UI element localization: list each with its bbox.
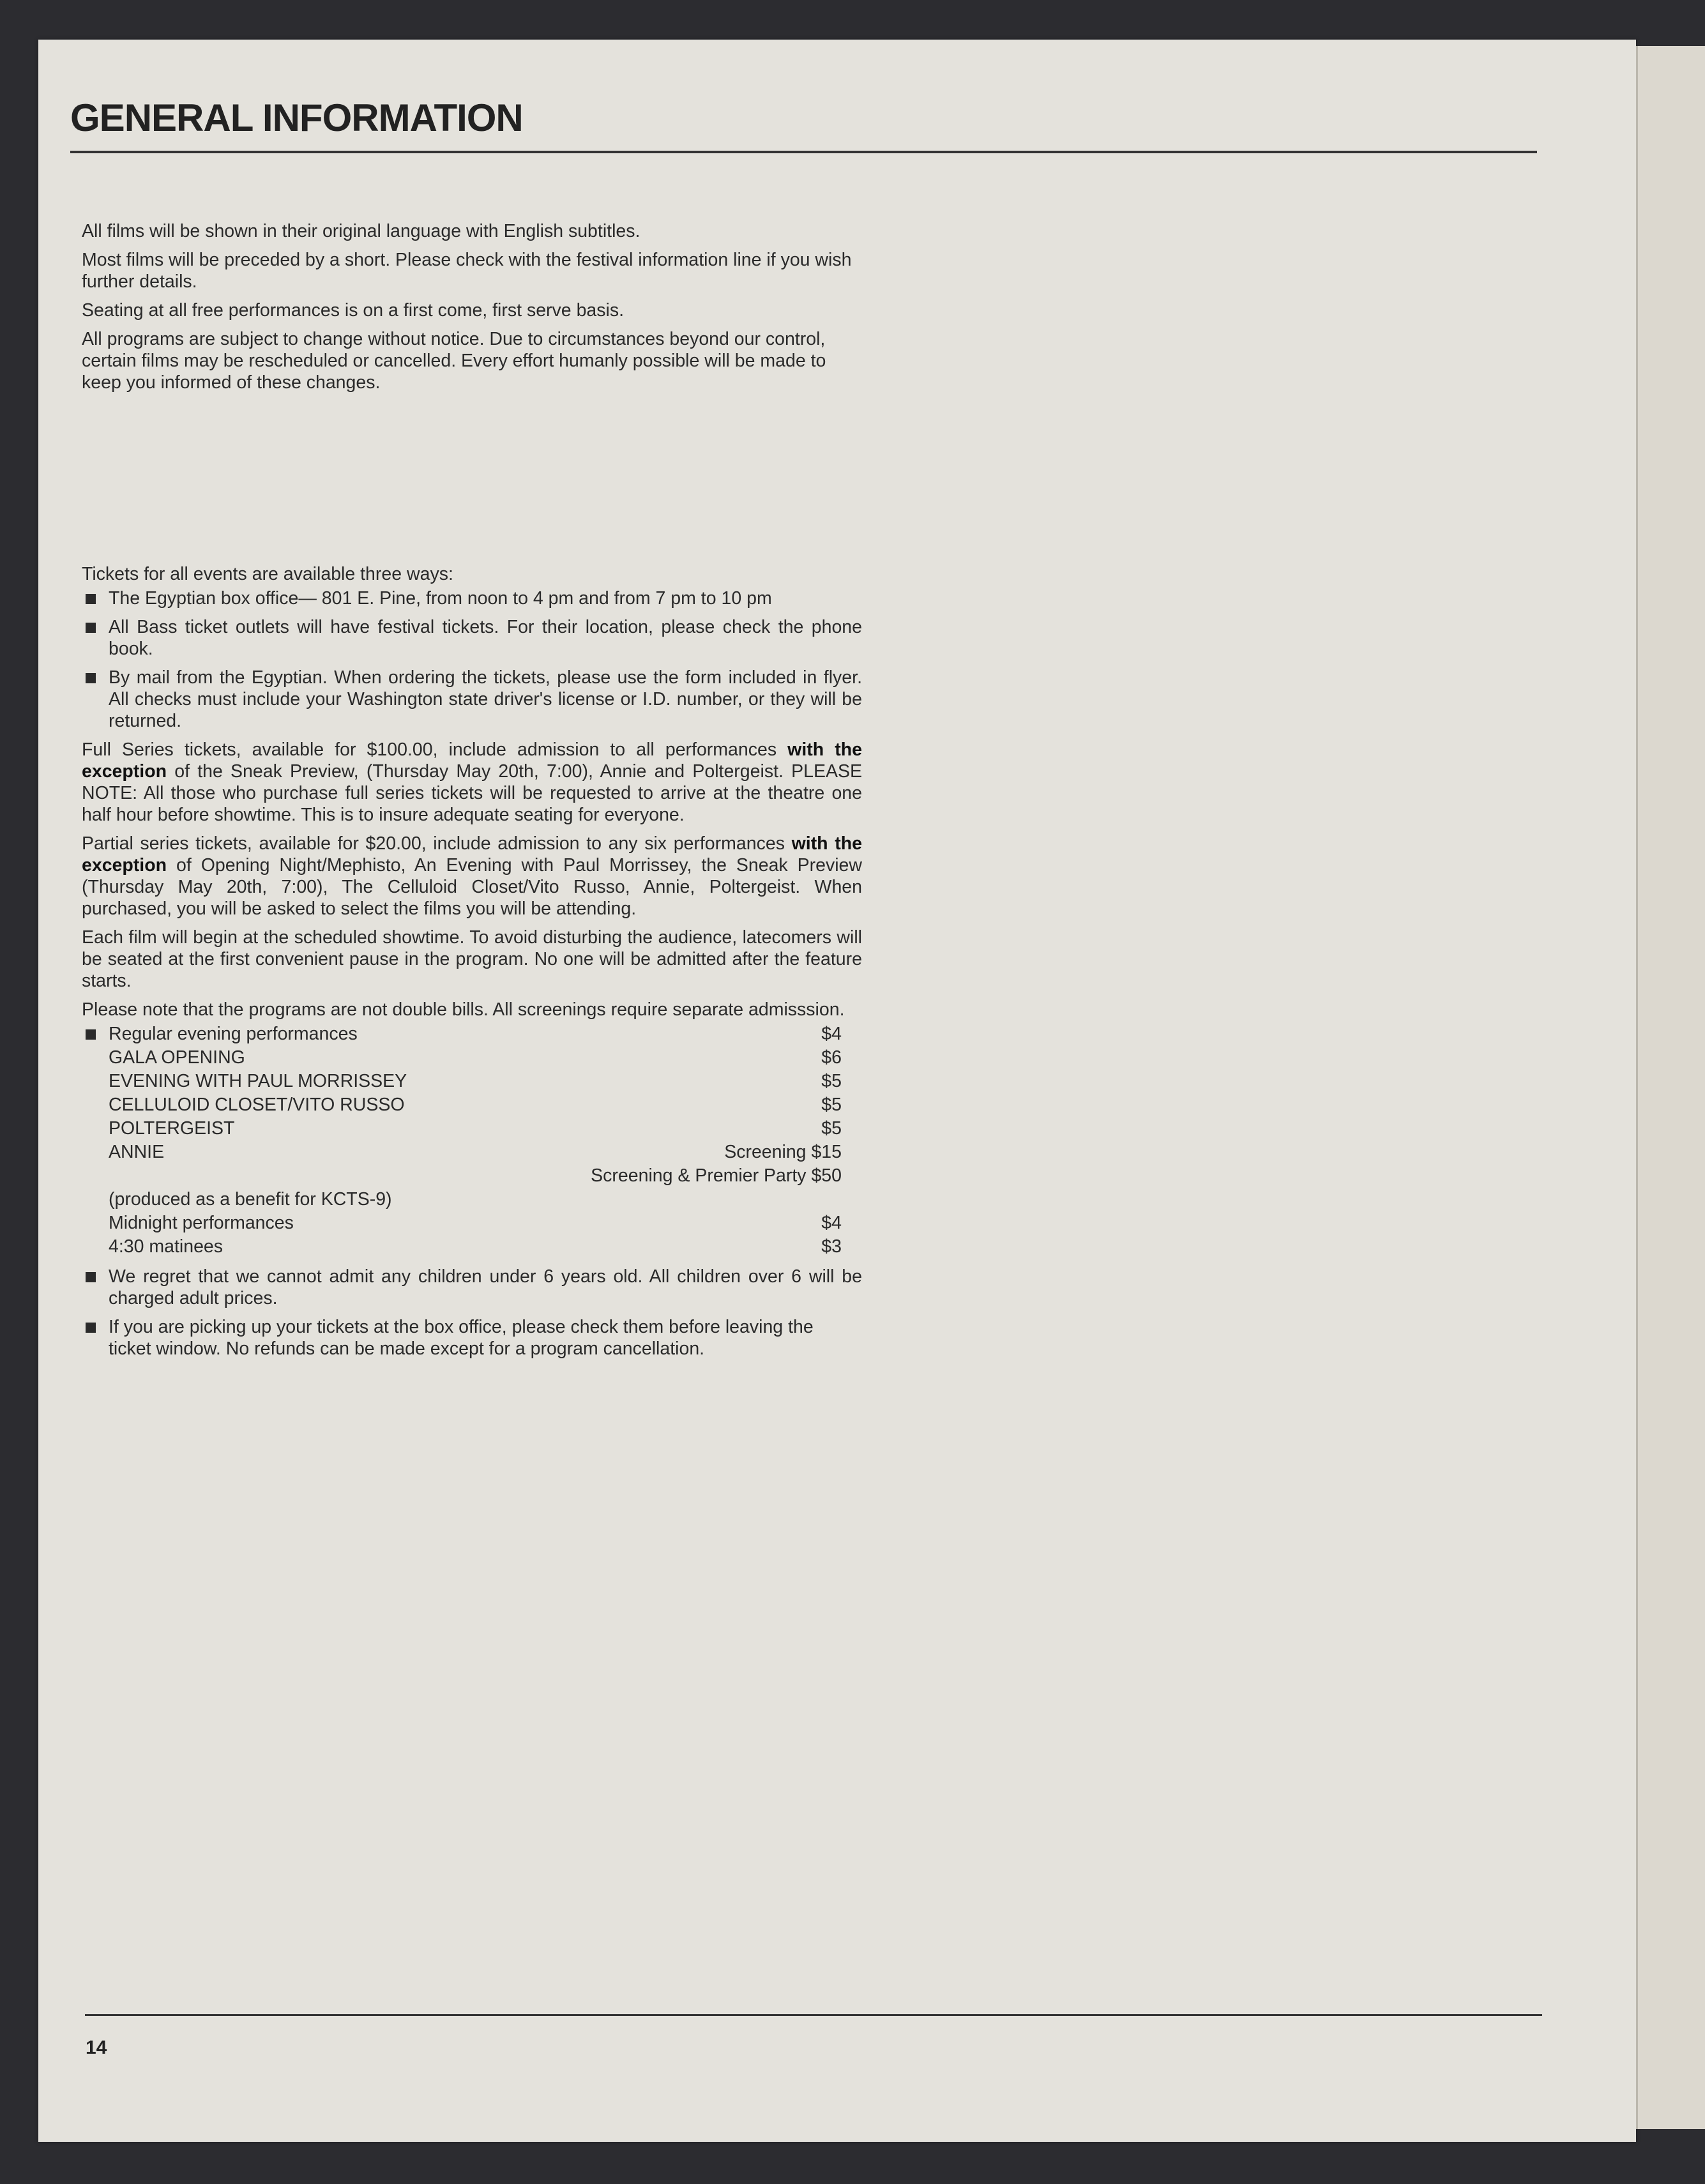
price-label: POLTERGEIST	[109, 1118, 235, 1139]
ticket-way-item: By mail from the Egyptian. When ordering the tickets, please use the form included in flyer. All checks must include your Washington state driver's license or I.D. number, or they will be returned.	[82, 667, 862, 732]
latecomers-paragraph: Each film will begin at the scheduled showtime. To avoid disturbing the audience, latecomers will be seated at the first convenient pause in the program. No one will be admitted after the feature starts.	[82, 927, 862, 991]
footer-rule	[85, 2014, 1542, 2016]
price-amount: $4	[821, 1024, 842, 1044]
price-label: ANNIE	[109, 1142, 165, 1162]
price-label: GALA OPENING	[109, 1047, 245, 1068]
full-series-text: Full Series tickets, available for $100.00, include admission to all performances	[82, 739, 788, 760]
price-amount: $4	[821, 1213, 842, 1233]
intro-paragraph: All films will be shown in their original language with English subtitles.	[82, 221, 640, 241]
price-row	[82, 1047, 842, 1070]
annie-party-price: Screening & Premier Party $50	[591, 1165, 842, 1186]
partial-series-emphasis: with the exception	[82, 833, 862, 876]
price-row	[82, 1094, 842, 1118]
refund-policy: If you are picking up your tickets at the box office, please check them before leaving the ticket window. No refunds can be made except for a program cancellation.	[82, 1316, 843, 1360]
price-amount: $5	[821, 1071, 842, 1091]
price-list	[82, 1023, 862, 1259]
price-label: Midnight performances	[109, 1213, 294, 1233]
price-label: CELLULOID CLOSET/VITO RUSSO	[109, 1095, 405, 1115]
full-series-text-cont: of the Sneak Preview, (Thursday May 20th, 7:00), Annie and Poltergeist. PLEASE NOTE: All those who purchase full series tickets will be requested to arrive at the theatre one half hour before showtime. This is to insure adequate seating for everyone.	[82, 761, 862, 825]
price-label: EVENING WITH PAUL MORRISSEY	[109, 1071, 407, 1091]
title-rule	[70, 151, 1537, 153]
price-row	[82, 1023, 842, 1047]
price-row	[82, 1141, 842, 1165]
intro-paragraph: Seating at all free performances is on a first come, first serve basis.	[82, 300, 625, 321]
price-row	[82, 1070, 842, 1094]
children-policy: We regret that we cannot admit any children under 6 years old. All children over 6 will be charged adult prices.	[82, 1266, 862, 1309]
annie-benefit-note: (produced as a benefit for KCTS-9)	[109, 1189, 392, 1210]
price-amount: $5	[821, 1095, 842, 1115]
partial-series-text-cont: of Opening Night/Mephisto, An Evening with Paul Morrissey, the Sneak Preview (Thursday May 20th, 7:00), The Celluloid Closet/Vito Russo, Annie, Poltergeist. When purchased, you will be asked to select the films you will be attending.	[82, 855, 862, 919]
intro-paragraph: All programs are subject to change without notice. Due to circumstances beyond our control, certain films may be rescheduled or cancelled. Every effort humanly possible will be made to keep you informed of these changes.	[82, 329, 826, 393]
price-row	[82, 1212, 842, 1236]
full-series-paragraph	[82, 739, 862, 826]
adjacent-page-edge	[1636, 46, 1705, 2129]
partial-series-text: Partial series tickets, available for $20.00, include admission to any six performances	[82, 833, 792, 854]
price-amount: $6	[821, 1047, 842, 1068]
price-amount: $3	[821, 1236, 842, 1257]
price-row	[82, 1118, 842, 1141]
price-amount: Screening $15	[724, 1142, 842, 1162]
blank-space	[82, 400, 862, 563]
price-row	[82, 1236, 842, 1259]
page-number: 14	[86, 2037, 107, 2058]
price-label: Regular evening performances	[109, 1024, 358, 1044]
partial-series-paragraph	[82, 833, 862, 920]
full-series-emphasis: with the exception	[82, 739, 862, 782]
intro-paragraph: Most films will be preceded by a short. Please check with the festival information line if you wish further details.	[82, 250, 852, 292]
info-column	[82, 220, 862, 1367]
price-label: 4:30 matinees	[109, 1236, 224, 1257]
ticket-way-item: All Bass ticket outlets will have festival tickets. For their location, please check the phone book.	[82, 616, 862, 660]
price-amount: $5	[821, 1118, 842, 1139]
tickets-lead: Tickets for all events are available three ways:	[82, 564, 453, 584]
page-title: GENERAL INFORMATION	[70, 96, 523, 139]
double-bills-paragraph: Please note that the programs are not double bills. All screenings require separate admisssion.	[82, 999, 845, 1020]
ticket-way-item: The Egyptian box office— 801 E. Pine, from noon to 4 pm and from 7 pm to 10 pm	[82, 588, 862, 609]
